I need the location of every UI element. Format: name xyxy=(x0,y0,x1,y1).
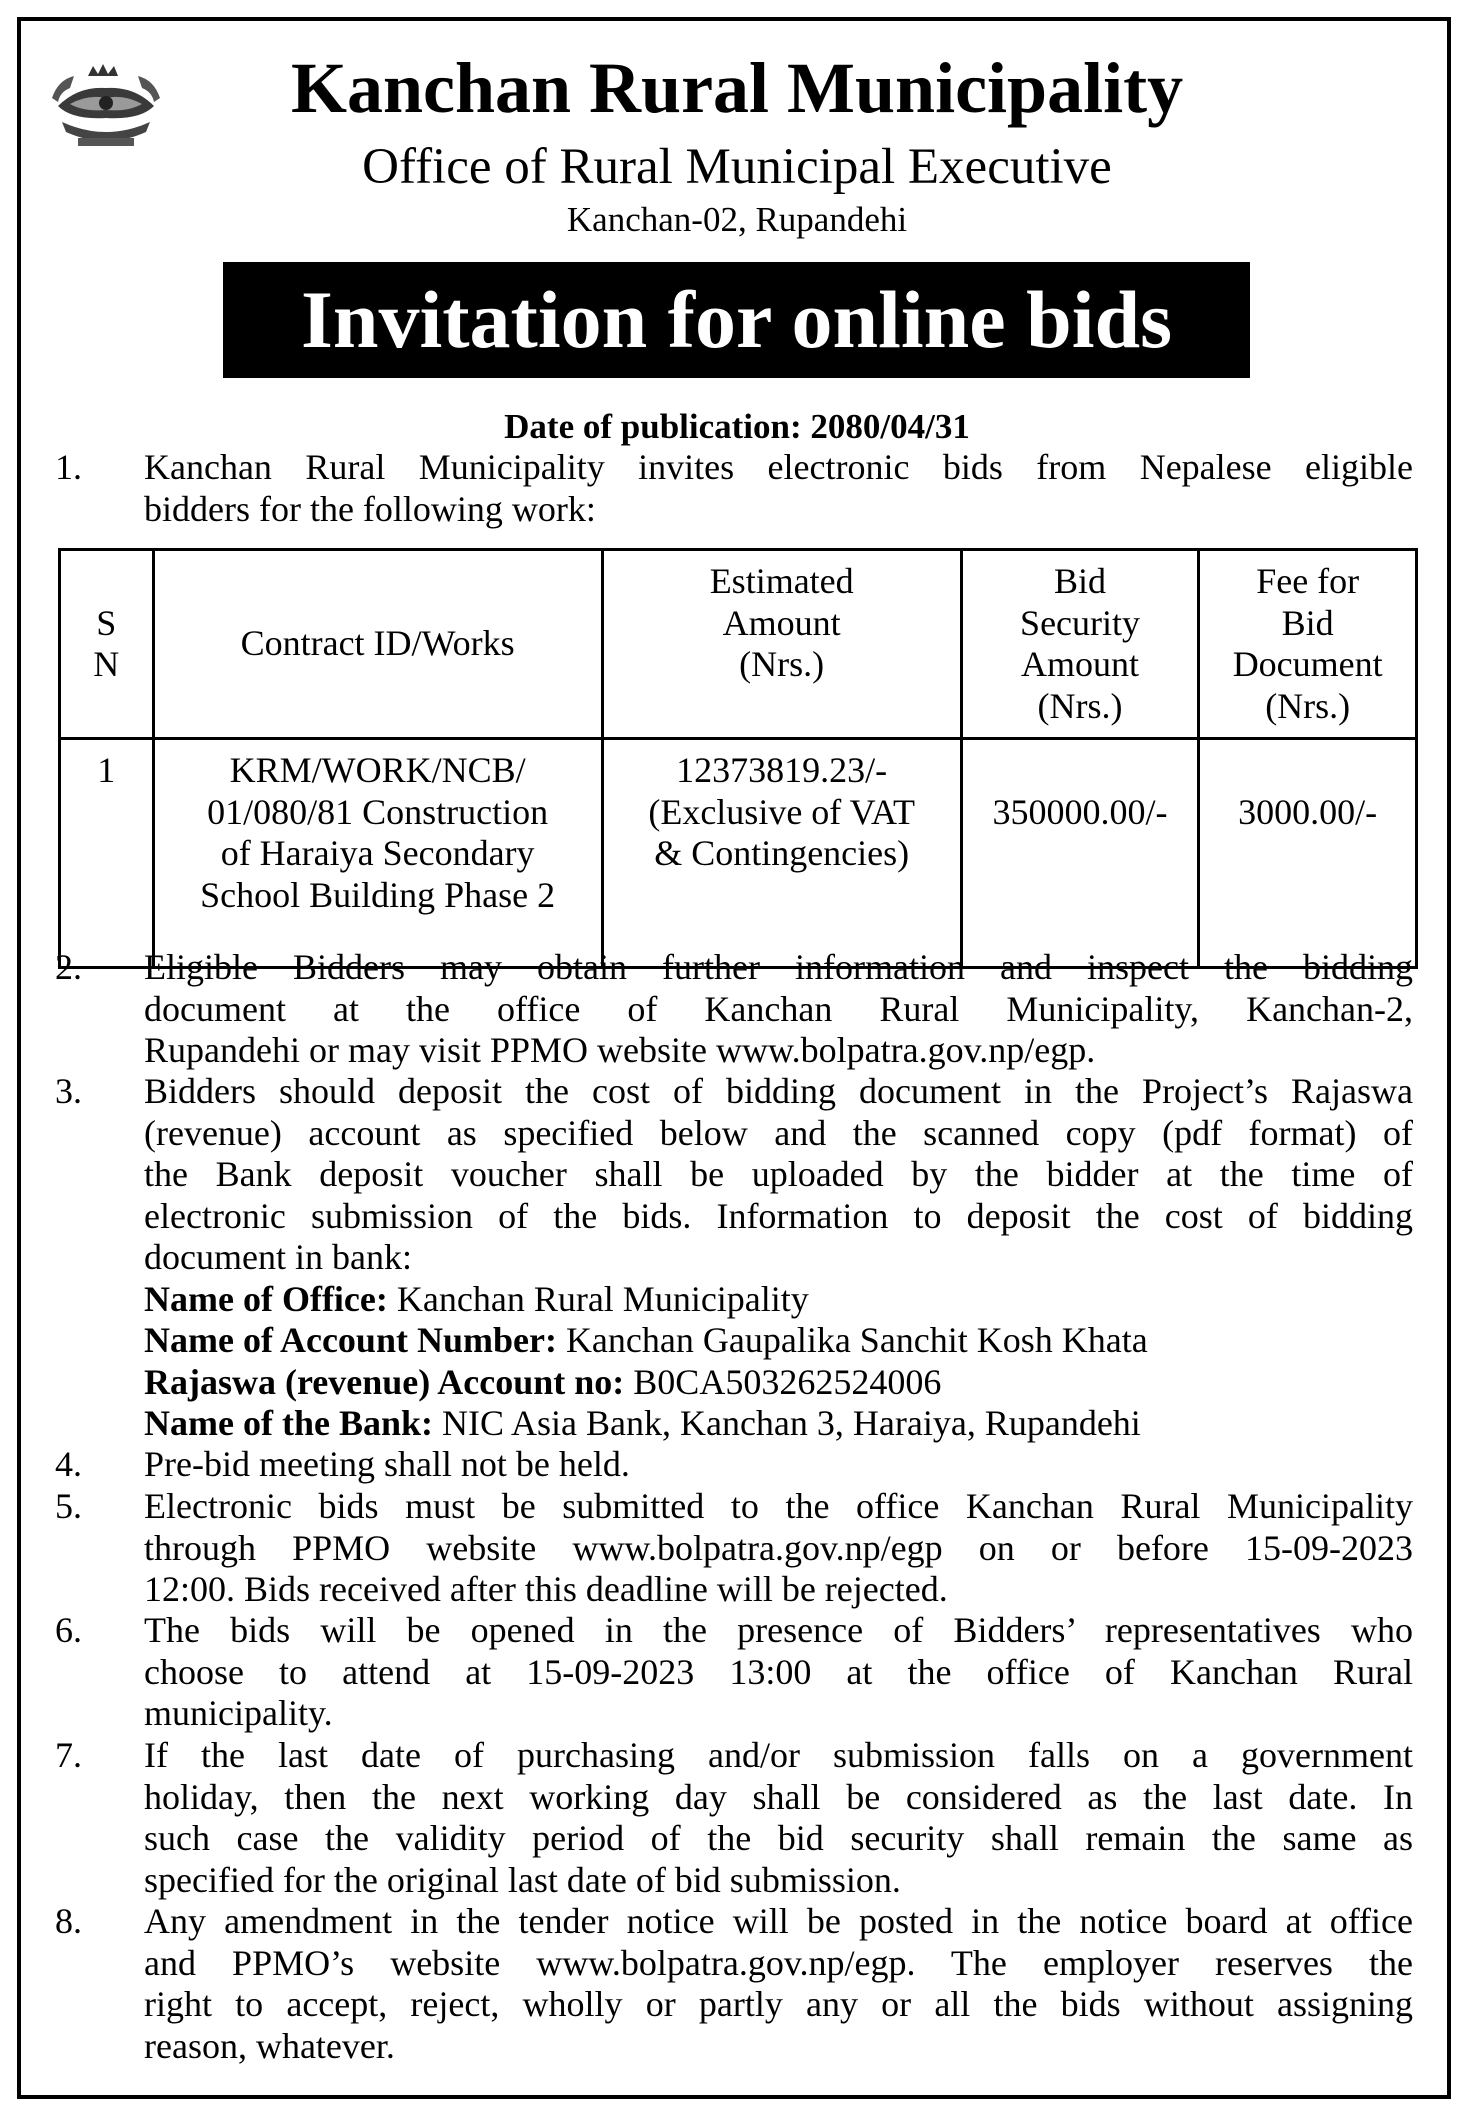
cell-fee: 3000.00/- xyxy=(1199,739,1417,968)
clause-line: If the last date of purchasing and/or submission falls on a government xyxy=(144,1735,1413,1775)
clause-number: 8. xyxy=(55,1901,82,1941)
clause-line: Rupandehi or may visit PPMO website www.bolpatra.gov.np/egp. xyxy=(144,1030,1096,1070)
clause-line: Any amendment in the tender notice will be posted in the notice board at office xyxy=(144,1901,1413,1941)
header-bid-security: Bid Security Amount (Nrs.) xyxy=(961,550,1199,739)
clause-line: right to accept, reject, wholly or partly any or all the bids without assigning xyxy=(144,1984,1413,2024)
clause-line: 12:00. Bids received after this deadline will be rejected. xyxy=(144,1569,948,1609)
notice-title-banner xyxy=(223,262,1250,378)
clause-line: such case the validity period of the bid security shall remain the same as xyxy=(144,1818,1413,1858)
notice-title: Invitation for online bids xyxy=(300,274,1173,365)
bank-details xyxy=(144,1279,1413,1445)
clause-line: the Bank deposit voucher shall be uploaded by the bidder at the time of xyxy=(144,1154,1413,1194)
office-address: Kanchan-02, Rupandehi xyxy=(566,200,908,239)
bank-account-name-row: Name of Account Number: Kanchan Gaupalika Sanchit Kosh Khata xyxy=(144,1320,1148,1360)
clause-line: Kanchan Rural Municipality invites electronic bids from Nepalese eligible xyxy=(144,447,1413,487)
bank-name-row: Name of the Bank: NIC Asia Bank, Kanchan 3, Haraiya, Rupandehi xyxy=(144,1403,1141,1443)
clause-line: Electronic bids must be submitted to the office Kanchan Rural Municipality xyxy=(144,1486,1413,1526)
clause-line: document at the office of Kanchan Rural Municipality, Kanchan-2, xyxy=(144,988,1413,1029)
clause-line: reason, whatever. xyxy=(144,2025,395,2066)
clause-line: Bidders should deposit the cost of bidding document in the Project’s Rajaswa xyxy=(144,1071,1413,1111)
clause-number: 5. xyxy=(55,1486,82,1526)
clause-line: and PPMO’s website www.bolpatra.gov.np/egp. The employer reserves the xyxy=(144,1942,1413,1983)
header-sn: S N xyxy=(60,550,154,739)
clause-line: The bids will be opened in the presence of Bidders’ representatives who xyxy=(144,1610,1413,1650)
clause-line: choose to attend at 15-09-2023 13:00 at the office of Kanchan Rural xyxy=(144,1651,1413,1692)
cell-contract: KRM/WORK/NCB/ 01/080/81 Construction of Haraiya Secondary School Building Phase 2 xyxy=(153,739,602,968)
clause-number: 3. xyxy=(55,1071,82,1111)
cell-bid-security: 350000.00/- xyxy=(961,739,1199,968)
clause-number: 6. xyxy=(55,1610,82,1650)
clause-line: bidders for the following work: xyxy=(144,488,596,529)
clause-line: (revenue) account as specified below and the scanned copy (pdf format) of xyxy=(144,1112,1413,1153)
clause-line: Pre-bid meeting shall not be held. xyxy=(144,1444,630,1484)
cell-sn: 1 xyxy=(60,739,154,968)
clause-number: 4. xyxy=(55,1444,82,1484)
clause-line: electronic submission of the bids. Information to deposit the cost of bidding xyxy=(144,1195,1413,1236)
organization-name: Kanchan Rural Municipality xyxy=(290,48,1184,128)
header-fee: Fee for Bid Document (Nrs.) xyxy=(1199,550,1417,739)
table-header-row xyxy=(60,550,1417,739)
header-estimated-amount: Estimated Amount (Nrs.) xyxy=(602,550,961,739)
bank-office-row: Name of Office: Kanchan Rural Municipality xyxy=(144,1278,809,1319)
bid-table xyxy=(58,548,1418,969)
table-row xyxy=(60,739,1417,968)
clause-line: specified for the original last date of bid submission. xyxy=(144,1859,901,1900)
clause-line: municipality. xyxy=(144,1693,333,1733)
header-contract: Contract ID/Works xyxy=(153,550,602,739)
clause-line: document in bank: xyxy=(144,1237,412,1277)
bank-account-no-row: Rajaswa (revenue) Account no: B0CA503262524006 xyxy=(144,1361,942,1402)
clause-number: 1. xyxy=(55,447,82,487)
cell-estimated-amount: 12373819.23/- (Exclusive of VAT & Contingencies) xyxy=(602,739,961,968)
clause-line: Eligible Bidders may obtain further information and inspect the bidding xyxy=(144,947,1413,987)
clause-line: holiday, then the next working day shall be considered as the last date. In xyxy=(144,1776,1413,1817)
publication-date: Date of publication: 2080/04/31 xyxy=(504,407,970,446)
clause-number: 7. xyxy=(55,1735,82,1775)
clause-line: through PPMO website www.bolpatra.gov.np/egp on or before 15-09-2023 xyxy=(144,1527,1413,1568)
clause-number: 2. xyxy=(55,947,82,987)
office-name: Office of Rural Municipal Executive xyxy=(362,139,1112,195)
